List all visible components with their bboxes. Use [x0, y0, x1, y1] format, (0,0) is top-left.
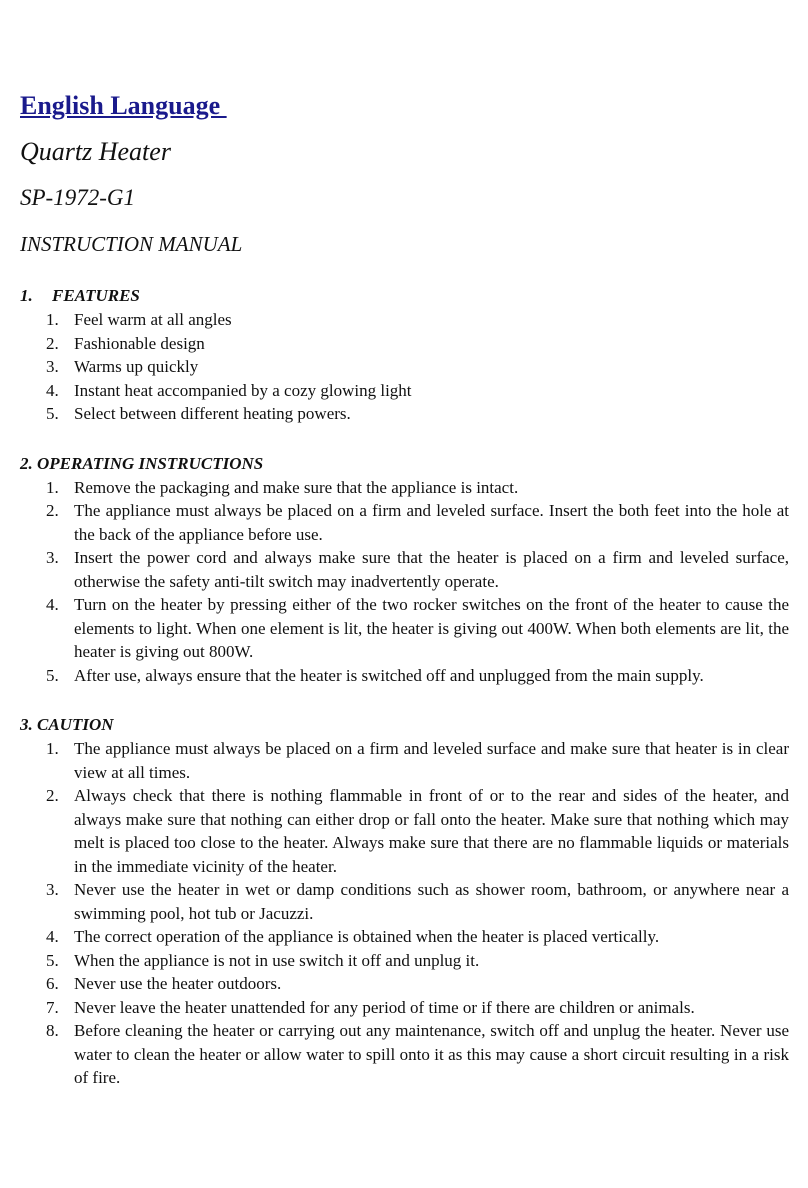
list-item	[20, 878, 789, 925]
list-item	[20, 737, 789, 784]
section-title: FEATURES	[52, 286, 140, 305]
list-item	[20, 379, 789, 403]
section-number: 2.	[20, 453, 33, 473]
list-item	[20, 949, 789, 973]
list-item-text: Never leave the heater unattended for any period of time or if there are children or animals.	[74, 997, 695, 1017]
list-item	[20, 593, 789, 664]
operating-instructions-list	[20, 476, 789, 688]
list-item	[20, 972, 789, 996]
manual-title: INSTRUCTION MANUAL	[20, 232, 243, 256]
section-heading	[20, 452, 789, 476]
section-number: 3.	[20, 715, 33, 734]
list-item-text: Select between different heating powers.	[74, 404, 351, 423]
section-heading	[20, 713, 789, 737]
list-item	[20, 1019, 789, 1090]
list-marker: 1.	[46, 310, 59, 329]
list-item-text: Insert the power cord and always make sure that the heater is placed on a firm and leveled surface, otherwise the safety anti-tilt switch may inadvertently operate.	[74, 548, 789, 591]
list-marker: 6.	[46, 974, 59, 993]
list-item-text: The appliance must always be placed on a firm and leveled surface. Insert the both feet into the hole at the back of the appliance before use.	[74, 501, 789, 544]
list-item	[20, 925, 789, 949]
list-item-text: When the appliance is not in use switch it off and unplug it.	[74, 950, 480, 970]
list-marker: 5.	[46, 950, 59, 970]
list-item-text: Turn on the heater by pressing either of the two rocker switches on the front of the heater to cause the elements to light. When one element is lit, the heater is giving out 400W. When both elements are lit, the heater is giving out 800W.	[74, 595, 789, 661]
section-features	[20, 284, 789, 426]
list-marker: 3.	[46, 880, 59, 899]
section-title: CAUTION	[37, 715, 114, 734]
section-title: OPERATING INSTRUCTIONS	[37, 453, 264, 473]
list-item	[20, 476, 789, 500]
list-item	[20, 402, 789, 426]
list-item	[20, 499, 789, 546]
model-number: SP-1972-G1	[20, 185, 135, 210]
caution-list	[20, 737, 789, 1090]
list-item-text: Warms up quickly	[74, 357, 199, 376]
list-item-text: Never use the heater in wet or damp conditions such as shower room, bathroom, or anywhere near a swimming pool, hot tub or Jacuzzi.	[74, 880, 789, 923]
list-item	[20, 664, 789, 688]
list-item	[20, 332, 789, 356]
list-item	[20, 355, 789, 379]
list-marker: 2.	[46, 501, 59, 520]
list-marker: 4.	[46, 380, 59, 400]
list-marker: 2.	[46, 333, 59, 353]
list-item-text: Remove the packaging and make sure that the appliance is intact.	[74, 477, 519, 497]
list-marker: 3.	[46, 548, 59, 567]
list-item-text: The appliance must always be placed on a firm and leveled surface and make sure that heater is in clear view at all times.	[74, 739, 789, 782]
section-caution	[20, 713, 789, 1090]
list-item-text: Fashionable design	[74, 333, 205, 353]
product-title: Quartz Heater	[20, 137, 171, 166]
list-item-text: Always check that there is nothing flammable in front of or to the rear and sides of the heater, and always make sure that nothing can either drop or fall onto the heater. Make sure that nothing which may melt is placed too close to the heater. Always make sure that there are no flammable liquids or materials in the immediate vicinity of the heater.	[74, 786, 789, 876]
features-list	[20, 308, 789, 426]
list-marker: 7.	[46, 997, 59, 1017]
list-marker: 5.	[46, 665, 59, 685]
list-marker: 1.	[46, 739, 59, 758]
list-item-text: Instant heat accompanied by a cozy glowing light	[74, 380, 412, 400]
list-marker: 8.	[46, 1021, 59, 1040]
list-item	[20, 546, 789, 593]
list-marker: 4.	[46, 927, 59, 946]
list-item-text: Feel warm at all angles	[74, 310, 232, 329]
document-page	[20, 86, 789, 1090]
section-number: 1.	[20, 286, 33, 305]
english-language-link[interactable]: English Language	[20, 91, 227, 120]
list-marker: 4.	[46, 595, 59, 614]
list-item	[20, 308, 789, 332]
list-item	[20, 784, 789, 878]
list-item-text: Never use the heater outdoors.	[74, 974, 282, 993]
list-marker: 5.	[46, 404, 59, 423]
list-item-text: Before cleaning the heater or carrying out any maintenance, switch off and unplug the heater. Never use water to clean the heater or allow water to spill onto it as this may cause a short circuit resulting in a risk of fire.	[74, 1021, 789, 1087]
list-item-text: The correct operation of the appliance is obtained when the heater is placed vertically.	[74, 927, 660, 946]
section-heading	[20, 284, 789, 308]
list-marker: 3.	[46, 357, 59, 376]
list-item	[20, 996, 789, 1020]
list-marker: 1.	[46, 477, 59, 497]
list-item-text: After use, always ensure that the heater is switched off and unplugged from the main supply.	[74, 665, 704, 685]
section-operating-instructions	[20, 452, 789, 688]
list-marker: 2.	[46, 786, 59, 805]
